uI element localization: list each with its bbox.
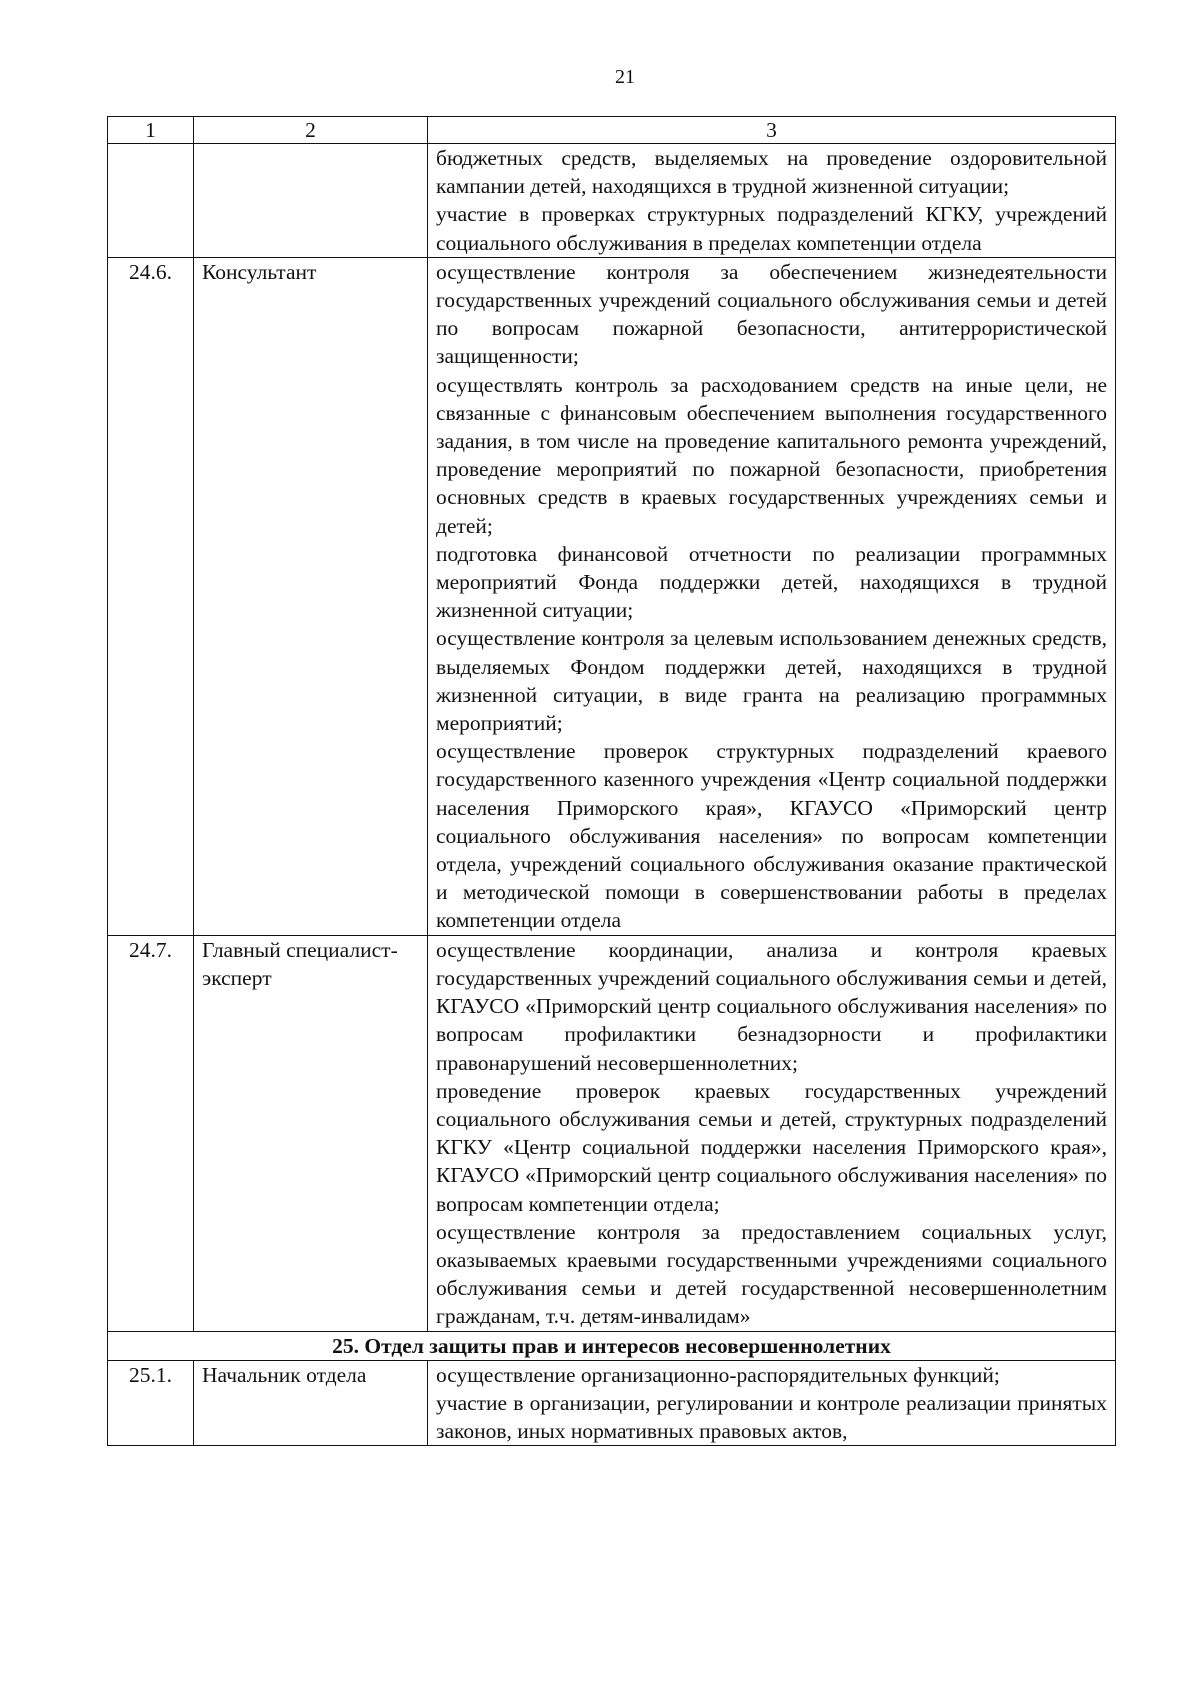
column-header-position: 2 (194, 117, 428, 144)
duty-item: участие в проверках структурных подразделений КГКУ, учреждений социального обслуживания в пределах компетенции отдела (436, 202, 1107, 255)
duty-item: проведение проверок краевых государственных учреждений социального обслуживания семьи и детей, структурных подразделений КГКУ «Центр социальной поддержки населения Приморского края», КГАУСО «Приморский центр социального обслуживания населения» по вопросам компетенции отдела; (436, 1078, 1107, 1216)
page-number: 21 (615, 66, 635, 88)
duty-item: осуществление организационно-распорядительных функций; (436, 1362, 1000, 1387)
row-number-cell: 24.6. (108, 257, 194, 935)
position-cell: Консультант (194, 257, 428, 935)
position-cell: Главный специалист-эксперт (194, 935, 428, 1331)
duties-cell (428, 257, 1116, 935)
duties-cell (428, 1360, 1116, 1446)
duties-cell (428, 935, 1116, 1331)
table-row-25-1 (108, 1360, 1116, 1446)
positions-table (107, 116, 1116, 1446)
section-heading: 25. Отдел защиты прав и интересов несовершеннолетних (108, 1331, 1116, 1360)
section-heading-row (108, 1331, 1116, 1360)
row-number-cell (108, 144, 194, 258)
duty-item: осуществление контроля за обеспечением жизнедеятельности государственных учреждений социального обслуживания семьи и детей по вопросам пожарной безопасности, антитеррористической защищенности; (436, 259, 1107, 369)
duty-item: участие в организации, регулировании и контроле реализации принятых законов, иных нормативных правовых актов, (436, 1390, 1107, 1443)
duty-item: бюджетных средств, выделяемых на проведение оздоровительной кампании детей, находящихся в трудной жизненной ситуации; (436, 146, 1107, 199)
row-number-cell: 24.7. (108, 935, 194, 1331)
table-row-continuation (108, 144, 1116, 258)
duty-item: осуществление контроля за предоставлением социальных услуг, оказываемых краевыми государственными учреждениями социального обслуживания семьи и детей государственной несовершеннолетним гражданам, т.ч. детям-инвалидам» (436, 1219, 1107, 1329)
table-row-24-7 (108, 935, 1116, 1331)
duty-item: осуществление контроля за целевым использованием денежных средств, выделяемых Фондом поддержки детей, находящихся в трудной жизненной ситуации, в виде гранта на реализацию программных мероприятий; (436, 626, 1107, 736)
duty-item: осуществлять контроль за расходованием средств на иные цели, не связанные с финансовым обеспечением выполнения государственного задания, в том числе на проведение капитального ремонта учреждений, проведение мероприятий по пожарной безопасности, приобретения основных средств в краевых государственных учреждениях семьи и детей; (436, 372, 1107, 538)
duty-item: осуществление проверок структурных подразделений краевого государственного казенного учреждения «Центр социальной поддержки населения Приморского края», КГАУСО «Приморский центр социального обслуживания населения» по вопросам компетенции отдела, учреждений социального обслуживания оказание практической и методической помощи в совершенствовании работы в пределах компетенции отдела (436, 739, 1107, 933)
position-cell (194, 144, 428, 258)
column-header-number: 1 (108, 117, 194, 144)
duty-item: подготовка финансовой отчетности по реализации программных мероприятий Фонда поддержки детей, находящихся в трудной жизненной ситуации; (436, 541, 1107, 623)
position-cell: Начальник отдела (194, 1360, 428, 1446)
table-header-row (108, 117, 1116, 144)
duty-item: осуществление координации, анализа и контроля краевых государственных учреждений социального обслуживания семьи и детей, КГАУСО «Приморский центр социального обслуживания населения» по вопросам профилактики безнадзорности и профилактики правонарушений несовершеннолетних; (436, 937, 1107, 1075)
table-row-24-6 (108, 257, 1116, 935)
duties-cell (428, 144, 1116, 258)
row-number-cell: 25.1. (108, 1360, 194, 1446)
column-header-duties: 3 (428, 117, 1116, 144)
